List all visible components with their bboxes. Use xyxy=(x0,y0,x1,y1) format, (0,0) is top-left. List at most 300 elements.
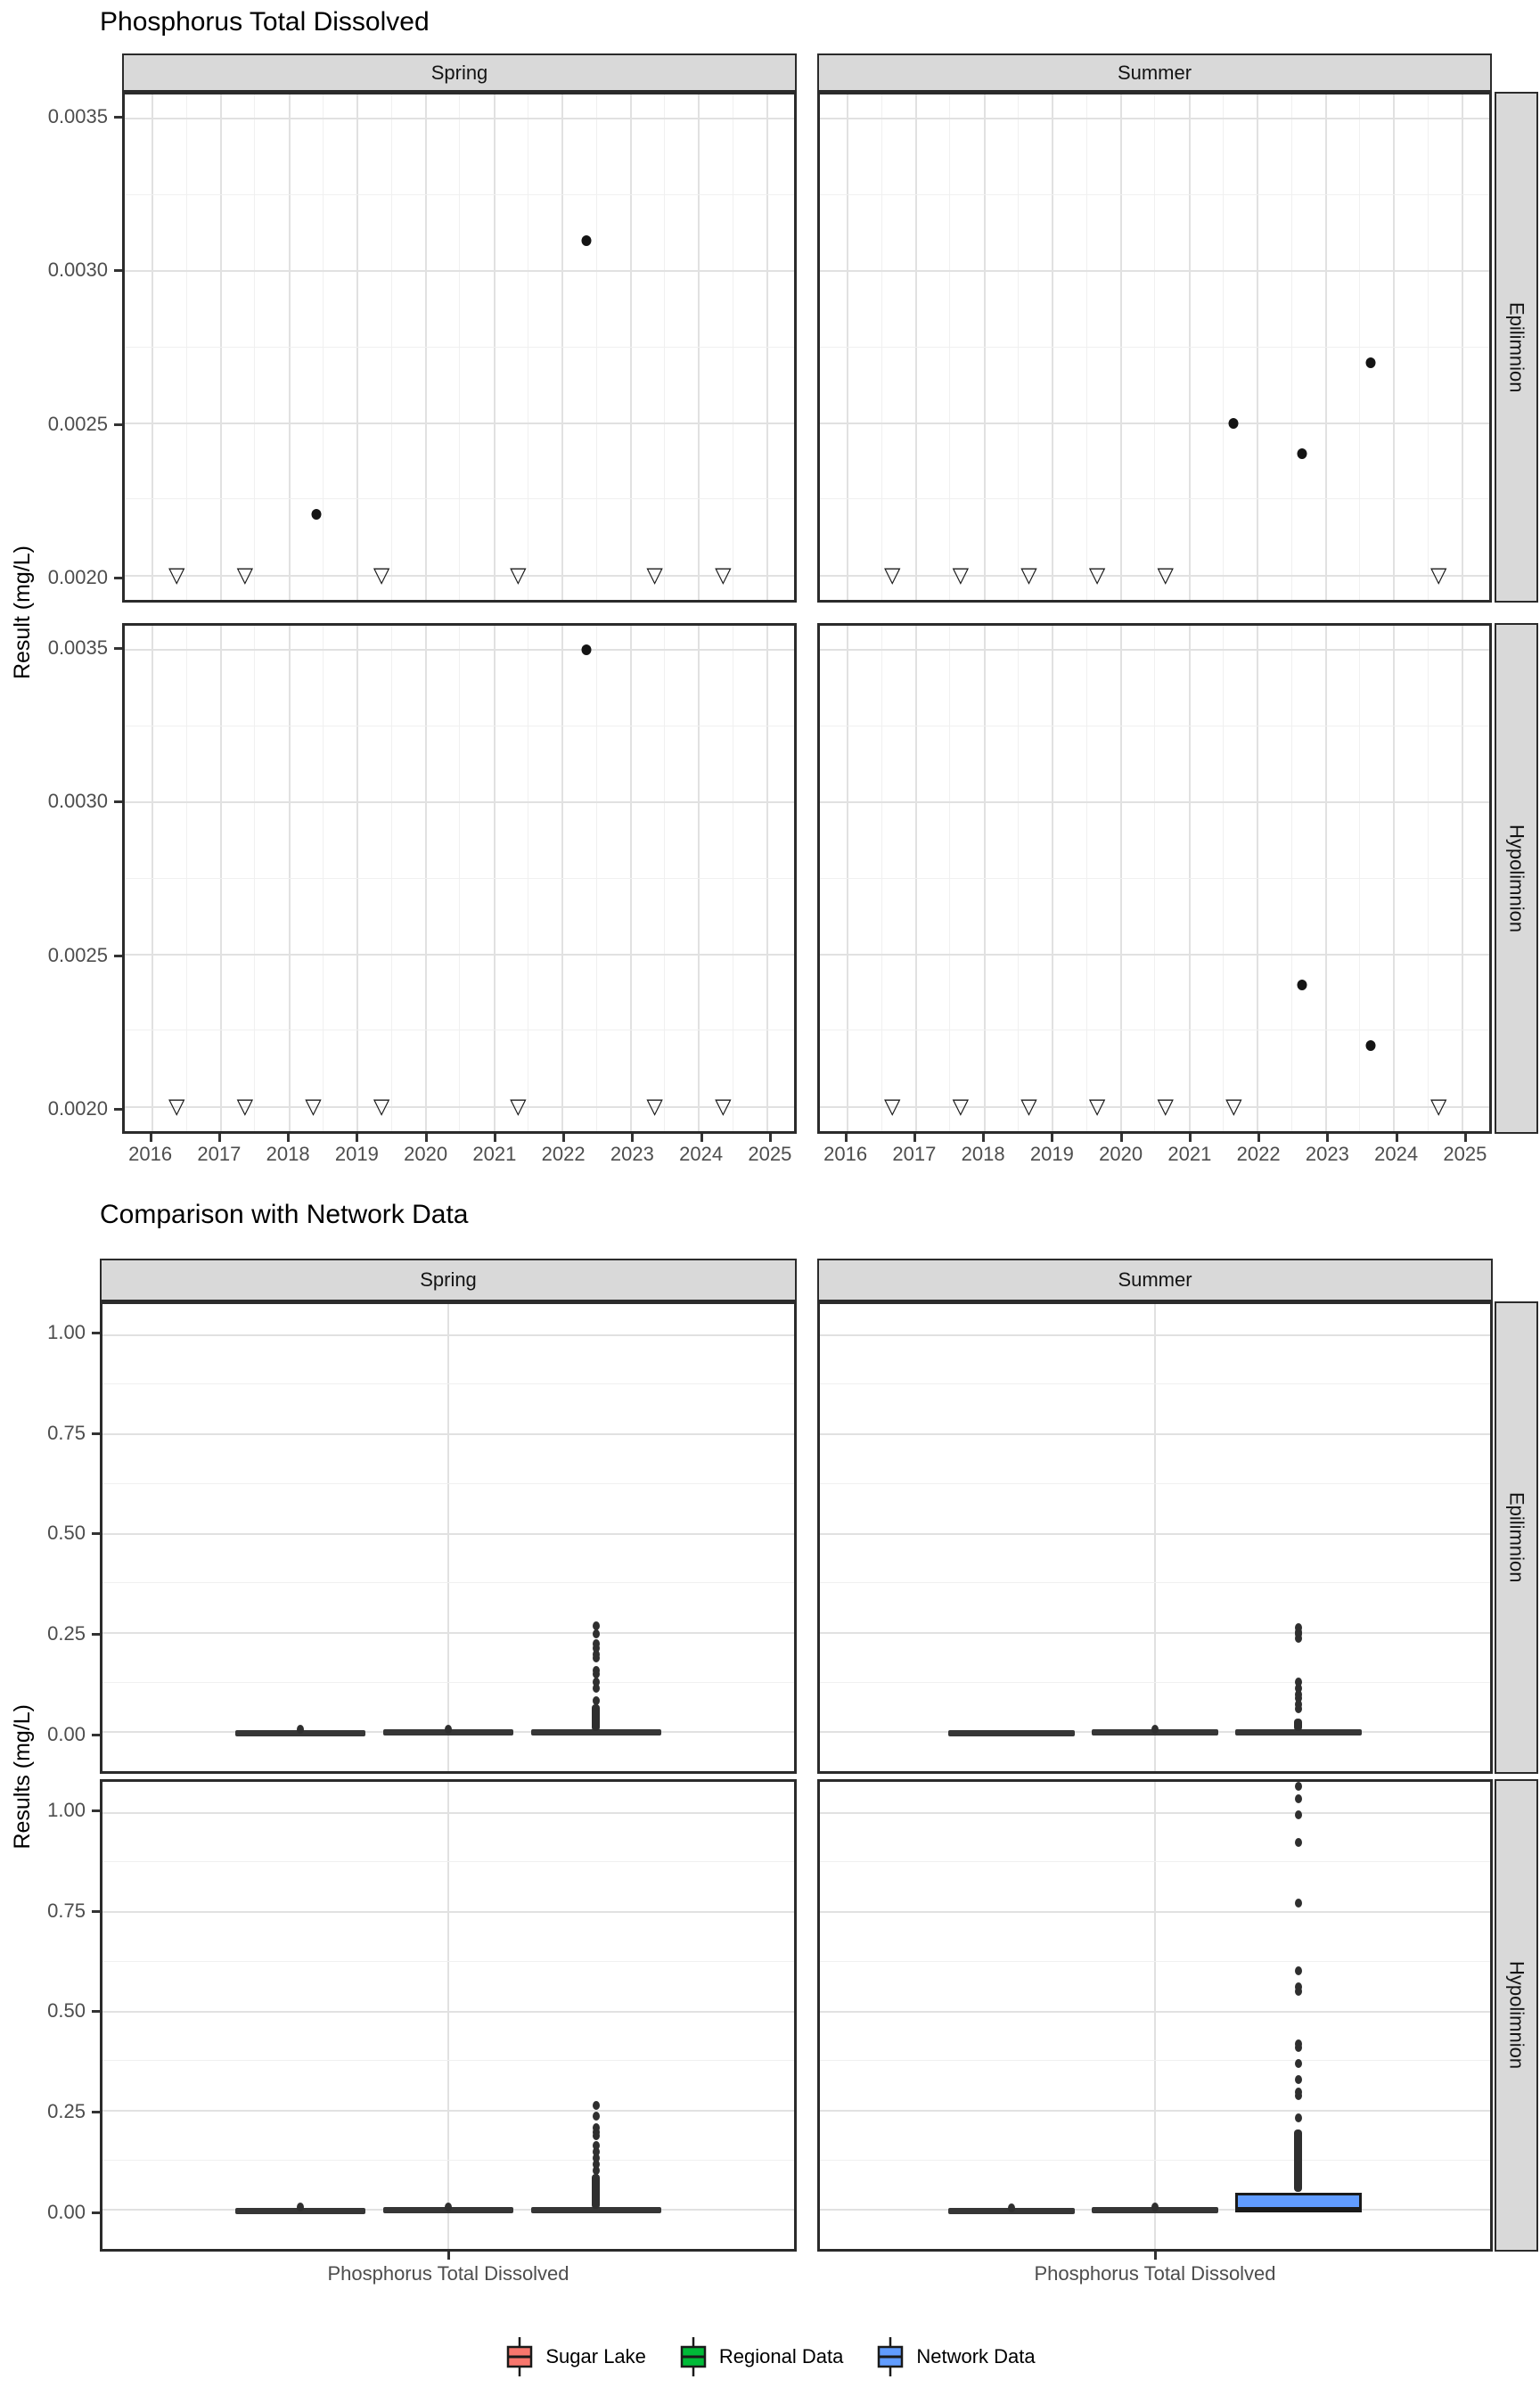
outlier-point-network-data xyxy=(1295,1966,1302,1975)
gridline-major xyxy=(102,1812,794,1814)
gridline-minor xyxy=(391,626,392,1131)
gridline-major xyxy=(847,626,848,1131)
gridline-minor xyxy=(881,94,882,600)
facet-strip-spring: Spring xyxy=(100,1259,797,1301)
gridline-minor xyxy=(102,1682,794,1683)
gridline-minor xyxy=(820,2160,1490,2161)
gridline-minor xyxy=(1223,626,1224,1131)
y-tick-label: 0.75 xyxy=(47,1421,86,1444)
gridline-minor xyxy=(881,626,882,1131)
y-tick-label: 0.0030 xyxy=(47,790,108,813)
gridline-major xyxy=(820,2110,1490,2112)
panel-spring-epilimnion xyxy=(100,1301,797,1774)
outlier-point-network-data xyxy=(1295,2113,1302,2122)
nondetect-triangle: ▽ xyxy=(646,562,663,587)
x-axis-tick xyxy=(562,1134,565,1142)
gridline-major xyxy=(820,1106,1489,1108)
gridline-major xyxy=(1257,626,1258,1131)
gridline-major xyxy=(102,2110,794,2112)
outlier-point-regional-data xyxy=(1151,2203,1159,2211)
y-tick-label: 0.75 xyxy=(47,1899,86,1922)
gridline-minor xyxy=(1086,626,1087,1131)
x-axis-tick xyxy=(1257,1134,1260,1142)
gridline-major xyxy=(820,1433,1490,1435)
gridline-major xyxy=(698,94,700,600)
facet-strip-hypolimnion: Hypolimnion xyxy=(1495,623,1538,1134)
y-axis-tick xyxy=(114,647,122,650)
facet-strip-spring: Spring xyxy=(122,53,797,92)
outlier-point-sugar-lake xyxy=(1008,2203,1015,2212)
outlier-point-regional-data xyxy=(445,2203,452,2211)
x-axis-tick xyxy=(1154,2252,1157,2260)
gridline-minor xyxy=(949,626,950,1131)
y-axis-tick xyxy=(114,1108,122,1111)
gridline-major xyxy=(820,649,1489,651)
x-category-label: Phosphorus Total Dissolved xyxy=(327,2262,569,2285)
nondetect-triangle: ▽ xyxy=(236,562,254,587)
chart1-title: Phosphorus Total Dissolved xyxy=(100,7,430,37)
x-axis-tick xyxy=(1396,1134,1398,1142)
gridline-minor xyxy=(1154,94,1155,600)
nondetect-triangle: ▽ xyxy=(1430,562,1447,587)
x-axis-tick xyxy=(913,1134,916,1142)
x-tick-label: 2019 xyxy=(1029,1143,1074,1165)
gridline-minor xyxy=(820,1682,1490,1683)
gridline-minor xyxy=(1154,626,1155,1131)
y-axis-tick xyxy=(114,800,122,803)
nondetect-triangle: ▽ xyxy=(1020,562,1037,587)
y-axis-tick xyxy=(114,577,122,579)
outlier-point-network-data xyxy=(1295,1623,1302,1632)
panel-spring-epilimnion xyxy=(122,92,797,603)
gridline-major xyxy=(1325,626,1327,1131)
gridline-minor xyxy=(1018,94,1019,600)
detect-point xyxy=(582,644,592,655)
legend-item-sugar-lake xyxy=(504,2334,646,2379)
outlier-point-sugar-lake xyxy=(297,1725,304,1734)
x-tick-label: 2017 xyxy=(197,1143,242,1165)
gridline-minor xyxy=(820,347,1489,348)
nondetect-triangle: ▽ xyxy=(373,562,390,587)
x-axis-tick xyxy=(356,1134,358,1142)
x-tick-label: 2024 xyxy=(1374,1143,1419,1165)
gridline-minor xyxy=(664,94,665,600)
gridline-minor xyxy=(102,2160,794,2161)
nondetect-triangle: ▽ xyxy=(168,1093,185,1119)
x-axis-tick xyxy=(1189,1134,1192,1142)
nondetect-triangle: ▽ xyxy=(1020,1093,1037,1119)
gridline-minor xyxy=(459,626,460,1131)
y-tick-label: 0.0020 xyxy=(47,1097,108,1120)
gridline-minor xyxy=(820,1961,1490,1962)
x-tick-label: 2018 xyxy=(266,1143,310,1165)
nondetect-triangle: ▽ xyxy=(510,562,527,587)
gridline-major xyxy=(561,626,563,1131)
y-tick-label: 0.0025 xyxy=(47,943,108,966)
y-tick-label: 0.50 xyxy=(47,1522,86,1545)
gridline-major xyxy=(125,270,794,272)
nondetect-triangle: ▽ xyxy=(646,1093,663,1119)
gridline-minor xyxy=(102,1582,794,1583)
outlier-point-network-data xyxy=(1295,1810,1302,1819)
gridline-major xyxy=(425,626,427,1131)
outlier-point-network-data xyxy=(1295,1982,1302,1991)
x-tick-label: 2023 xyxy=(610,1143,654,1165)
y-tick-label: 0.0035 xyxy=(47,104,108,127)
nondetect-triangle: ▽ xyxy=(952,1093,970,1119)
gridline-major xyxy=(847,94,848,600)
legend xyxy=(0,2328,1540,2385)
gridline-minor xyxy=(459,94,460,600)
y-axis-tick xyxy=(92,2211,100,2214)
chart2-title: Comparison with Network Data xyxy=(100,1200,469,1229)
gridline-major xyxy=(630,626,632,1131)
gridline-minor xyxy=(820,194,1489,195)
gridline-minor xyxy=(820,1861,1490,1862)
gridline-major xyxy=(102,1632,794,1634)
y-axis-tick xyxy=(92,1633,100,1636)
box-median-network-data xyxy=(1235,2207,1362,2211)
gridline-major xyxy=(125,1106,794,1108)
x-tick-label: 2021 xyxy=(472,1143,517,1165)
gridline-major xyxy=(915,626,917,1131)
nondetect-triangle: ▽ xyxy=(883,562,901,587)
outlier-point-network-data xyxy=(593,1678,600,1686)
gridline-minor xyxy=(949,94,950,600)
nondetect-triangle: ▽ xyxy=(1157,1093,1174,1119)
nondetect-triangle: ▽ xyxy=(1430,1093,1447,1119)
outlier-point-network-data xyxy=(1295,2088,1302,2096)
gridline-major xyxy=(494,626,496,1131)
legend-boxplot-key-icon xyxy=(504,2334,535,2379)
y-tick-label: 0.0020 xyxy=(47,566,108,589)
facet-strip-summer: Summer xyxy=(817,1259,1493,1301)
gridline-minor xyxy=(102,1383,794,1384)
gridline-major xyxy=(102,2011,794,2013)
outlier-point-network-data xyxy=(1295,2059,1302,2068)
detect-point xyxy=(1229,418,1239,429)
panel-summer-epilimnion xyxy=(817,92,1492,603)
gridline-major xyxy=(1052,626,1053,1131)
gridline-major xyxy=(494,94,496,600)
nondetect-triangle: ▽ xyxy=(305,1093,322,1119)
nondetect-triangle: ▽ xyxy=(168,562,185,587)
gridline-major xyxy=(125,575,794,577)
gridline-minor xyxy=(186,626,187,1131)
y-tick-label: 0.0035 xyxy=(47,636,108,659)
detect-point xyxy=(1298,448,1307,459)
x-axis-tick xyxy=(982,1134,985,1142)
y-tick-label: 1.00 xyxy=(47,1321,86,1344)
gridline-major xyxy=(820,2011,1490,2013)
gridline-major xyxy=(1462,94,1463,600)
gridline-minor xyxy=(596,626,597,1131)
gridline-major xyxy=(152,626,153,1131)
nondetect-triangle: ▽ xyxy=(883,1093,901,1119)
x-tick-label: 2018 xyxy=(961,1143,1005,1165)
legend-label: Regional Data xyxy=(718,2345,844,2367)
gridline-minor xyxy=(102,1483,794,1484)
outlier-point-network-data xyxy=(1295,2075,1302,2084)
outlier-point-network-data xyxy=(593,1621,600,1630)
y-tick-label: 0.0025 xyxy=(47,412,108,435)
nondetect-triangle: ▽ xyxy=(952,562,970,587)
outlier-stack-network-data xyxy=(1294,1719,1302,1731)
gridline-major xyxy=(820,1911,1490,1913)
gridline-major xyxy=(125,649,794,651)
gridline-major xyxy=(820,1334,1490,1336)
gridline-major xyxy=(356,94,358,600)
gridline-major xyxy=(820,801,1489,803)
outlier-point-network-data xyxy=(593,2101,600,2110)
gridline-major xyxy=(915,94,917,600)
outlier-point-network-data xyxy=(593,2123,600,2132)
box-sugar-lake xyxy=(948,1730,1075,1736)
gridline-minor xyxy=(1018,626,1019,1131)
gridline-minor xyxy=(125,194,794,195)
legend-item-regional-data xyxy=(678,2334,843,2379)
gridline-major xyxy=(820,1533,1490,1535)
y-axis-tick xyxy=(92,1532,100,1535)
gridline-major xyxy=(125,423,794,424)
gridline-major xyxy=(1189,626,1191,1131)
gridline-minor xyxy=(254,626,255,1131)
x-axis-tick xyxy=(1326,1134,1329,1142)
gridline-major xyxy=(1154,1782,1156,2249)
facet-strip-epilimnion: Epilimnion xyxy=(1495,1301,1538,1774)
gridline-major xyxy=(125,118,794,119)
outlier-point-network-data xyxy=(593,2112,600,2121)
gridline-minor xyxy=(820,1483,1490,1484)
nondetect-triangle: ▽ xyxy=(1088,562,1106,587)
detect-point xyxy=(1298,980,1307,990)
gridline-major xyxy=(561,94,563,600)
outlier-point-network-data xyxy=(1295,1678,1302,1686)
gridline-minor xyxy=(1359,626,1360,1131)
gridline-major xyxy=(102,1911,794,1913)
gridline-major xyxy=(1325,94,1327,600)
outlier-point-network-data xyxy=(1295,1794,1302,1803)
panel-spring-hypolimnion xyxy=(122,623,797,1134)
nondetect-triangle: ▽ xyxy=(510,1093,527,1119)
gridline-minor xyxy=(1428,94,1429,600)
detect-point xyxy=(582,235,592,246)
gridline-minor xyxy=(125,878,794,879)
gridline-minor xyxy=(664,626,665,1131)
nondetect-triangle: ▽ xyxy=(1157,562,1174,587)
x-axis-tick xyxy=(700,1134,703,1142)
x-axis-tick xyxy=(631,1134,634,1142)
y-axis-tick xyxy=(92,1809,100,1812)
y-axis-tick xyxy=(114,423,122,426)
gridline-minor xyxy=(125,498,794,499)
gridline-major xyxy=(1189,94,1191,600)
gridline-minor xyxy=(391,94,392,600)
detect-point xyxy=(312,509,322,520)
gridline-minor xyxy=(820,1582,1490,1583)
outlier-point-network-data xyxy=(593,2141,600,2150)
y-axis-tick xyxy=(92,1332,100,1334)
legend-boxplot-key-icon xyxy=(875,2334,905,2379)
x-axis-tick xyxy=(447,2252,450,2260)
outlier-point-network-data xyxy=(593,1639,600,1648)
gridline-minor xyxy=(1291,94,1292,600)
gridline-minor xyxy=(323,626,324,1131)
outlier-point-network-data xyxy=(593,1629,600,1638)
legend-boxplot-key-icon xyxy=(678,2334,709,2379)
gridline-major xyxy=(1393,626,1395,1131)
y-tick-label: 1.00 xyxy=(47,1799,86,1822)
legend-label: Network Data xyxy=(916,2345,1036,2367)
gridline-major xyxy=(1052,94,1053,600)
outlier-point-network-data xyxy=(1295,1899,1302,1908)
gridline-minor xyxy=(1359,94,1360,600)
gridline-minor xyxy=(254,94,255,600)
y-tick-label: 0.50 xyxy=(47,1999,86,2023)
detect-point xyxy=(1365,1040,1375,1051)
y-axis-tick xyxy=(92,2111,100,2113)
gridline-major xyxy=(289,626,291,1131)
panel-summer-hypolimnion xyxy=(817,1779,1493,2252)
nondetect-triangle: ▽ xyxy=(1225,1093,1242,1119)
panel-summer-epilimnion xyxy=(817,1301,1493,1774)
gridline-major xyxy=(102,1334,794,1336)
gridline-major xyxy=(125,954,794,956)
outlier-point-network-data xyxy=(1295,1838,1302,1847)
y-axis-tick xyxy=(114,955,122,957)
gridline-major xyxy=(447,1304,449,1771)
gridline-major xyxy=(766,626,768,1131)
gridline-major xyxy=(102,1433,794,1435)
gridline-major xyxy=(220,94,222,600)
gridline-minor xyxy=(323,94,324,600)
x-axis-tick xyxy=(150,1134,152,1142)
x-tick-label: 2022 xyxy=(1236,1143,1281,1165)
gridline-minor xyxy=(820,1383,1490,1384)
outlier-stack-network-data xyxy=(592,1704,600,1731)
gridline-minor xyxy=(1223,94,1224,600)
panel-summer-hypolimnion xyxy=(817,623,1492,1134)
gridline-major xyxy=(356,626,358,1131)
x-axis-tick xyxy=(425,1134,428,1142)
x-tick-label: 2020 xyxy=(404,1143,448,1165)
y-tick-label: 0.25 xyxy=(47,2100,86,2123)
gridline-minor xyxy=(1086,94,1087,600)
nondetect-triangle: ▽ xyxy=(373,1093,390,1119)
gridline-minor xyxy=(820,878,1489,879)
gridline-major xyxy=(447,1782,449,2249)
y-tick-label: 0.00 xyxy=(47,2200,86,2223)
gridline-minor xyxy=(596,94,597,600)
chart1-y-axis-title-text: Result (mg/L) xyxy=(9,546,35,680)
gridline-minor xyxy=(102,1961,794,1962)
gridline-major xyxy=(1154,1304,1156,1771)
gridline-major xyxy=(1462,626,1463,1131)
y-axis-tick xyxy=(92,2010,100,2013)
gridline-minor xyxy=(186,94,187,600)
nondetect-triangle: ▽ xyxy=(236,1093,254,1119)
outlier-point-regional-data xyxy=(445,1725,452,1734)
gridline-minor xyxy=(820,498,1489,499)
x-axis-tick xyxy=(494,1134,496,1142)
gridline-major xyxy=(152,94,153,600)
outlier-point-regional-data xyxy=(1151,1725,1159,1734)
y-axis-tick xyxy=(92,1432,100,1435)
outlier-stack-network-data xyxy=(1294,2129,1302,2192)
facet-strip-hypolimnion: Hypolimnion xyxy=(1495,1779,1538,2252)
gridline-minor xyxy=(102,1861,794,1862)
x-tick-label: 2025 xyxy=(1443,1143,1487,1165)
gridline-major xyxy=(1257,94,1258,600)
gridline-major xyxy=(1120,94,1122,600)
chart2-y-axis-title-text: Results (mg/L) xyxy=(9,1703,35,1850)
gridline-minor xyxy=(1428,626,1429,1131)
x-tick-label: 2025 xyxy=(748,1143,792,1165)
y-axis-tick xyxy=(92,1910,100,1913)
y-tick-label: 0.0030 xyxy=(47,258,108,282)
gridline-minor xyxy=(125,347,794,348)
y-axis-tick xyxy=(114,269,122,272)
gridline-major xyxy=(698,626,700,1131)
gridline-major xyxy=(289,94,291,600)
gridline-major xyxy=(630,94,632,600)
gridline-major xyxy=(125,801,794,803)
gridline-major xyxy=(820,423,1489,424)
gridline-minor xyxy=(820,2060,1490,2061)
x-tick-label: 2019 xyxy=(334,1143,379,1165)
legend-item-network-data xyxy=(875,2334,1035,2379)
gridline-major xyxy=(1393,94,1395,600)
y-tick-label: 0.00 xyxy=(47,1722,86,1745)
nondetect-triangle: ▽ xyxy=(715,1093,732,1119)
nondetect-triangle: ▽ xyxy=(1088,1093,1106,1119)
x-axis-tick xyxy=(1120,1134,1123,1142)
gridline-major xyxy=(220,626,222,1131)
gridline-major xyxy=(102,1533,794,1535)
x-axis-tick xyxy=(287,1134,290,1142)
panel-spring-hypolimnion xyxy=(100,1779,797,2252)
x-axis-tick xyxy=(218,1134,221,1142)
x-axis-tick xyxy=(845,1134,848,1142)
gridline-minor xyxy=(102,2060,794,2061)
gridline-major xyxy=(820,954,1489,956)
outlier-point-network-data xyxy=(1295,1782,1302,1791)
gridline-major xyxy=(984,94,986,600)
y-tick-label: 0.25 xyxy=(47,1622,86,1645)
outlier-point-network-data xyxy=(593,1666,600,1675)
x-axis-tick xyxy=(1051,1134,1053,1142)
x-axis-tick xyxy=(1464,1134,1467,1142)
gridline-major xyxy=(820,575,1489,577)
outlier-point-network-data xyxy=(593,1696,600,1705)
gridline-major xyxy=(425,94,427,600)
y-axis-tick xyxy=(114,116,122,119)
x-tick-label: 2016 xyxy=(128,1143,173,1165)
x-tick-label: 2023 xyxy=(1305,1143,1349,1165)
x-axis-tick xyxy=(769,1134,772,1142)
gridline-major xyxy=(820,118,1489,119)
gridline-major xyxy=(820,270,1489,272)
gridline-major xyxy=(820,1632,1490,1634)
outlier-point-sugar-lake xyxy=(297,2203,304,2211)
x-tick-label: 2020 xyxy=(1099,1143,1143,1165)
nondetect-triangle: ▽ xyxy=(715,562,732,587)
gridline-major xyxy=(766,94,768,600)
legend-label: Sugar Lake xyxy=(545,2345,646,2367)
x-tick-label: 2024 xyxy=(679,1143,724,1165)
y-axis-tick xyxy=(92,1734,100,1736)
x-tick-label: 2021 xyxy=(1167,1143,1212,1165)
